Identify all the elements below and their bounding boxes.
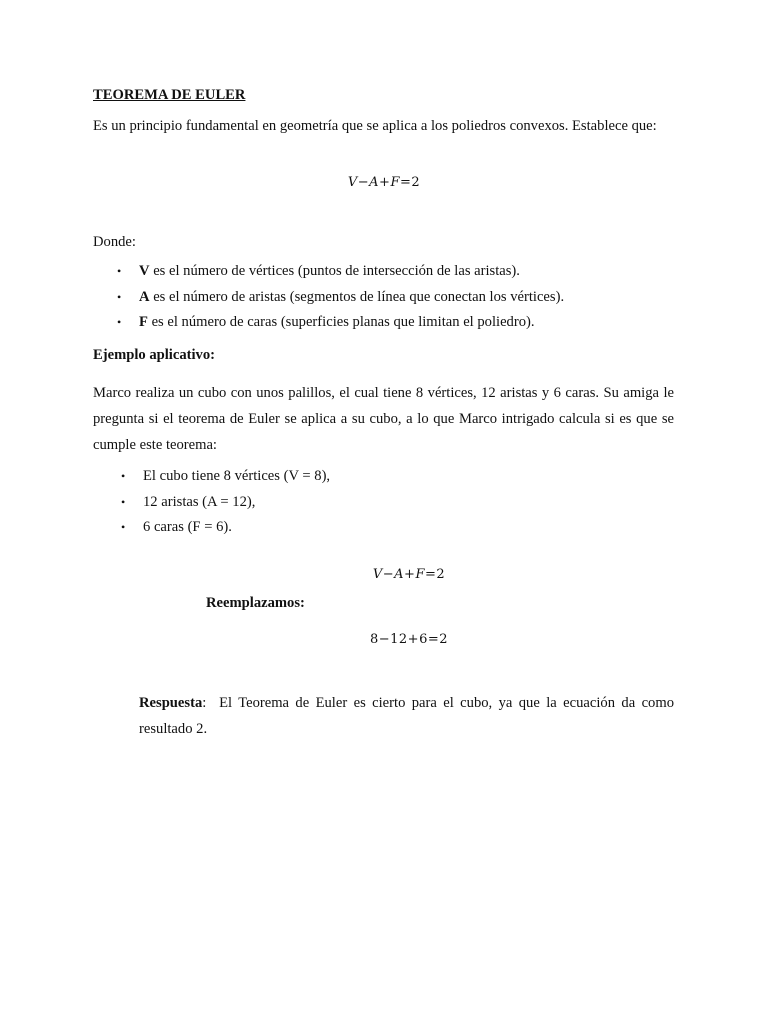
replace-label: Reemplazamos: — [206, 595, 305, 611]
numeric-formula — [0, 632, 768, 647]
bullet-icon: • — [121, 469, 126, 483]
example-paragraph: Marco realiza un cubo con unos palillos, el cual tiene 8 vértices, 12 aristas y 6 caras. Su amiga le pregunta si el teorema de Euler se aplica a su cubo, a lo que Marco intrigado calcula si es que se cumple este teorema: — [93, 385, 674, 453]
facts-list — [121, 466, 331, 543]
formula-minus: − — [357, 175, 370, 190]
formula-plus: + — [404, 567, 416, 582]
formula-plus: + — [379, 175, 391, 190]
formula-equals: = — [399, 175, 412, 190]
numeric-equals: = — [427, 632, 440, 647]
answer-label: Respuesta — [139, 695, 203, 711]
formula-result: 2 — [411, 175, 421, 190]
bullet-icon: • — [121, 520, 126, 534]
fact-text: El cubo tiene 8 vértices (V = 8), — [143, 468, 331, 484]
numeric-plus: + — [407, 632, 420, 647]
formula-minus: − — [382, 567, 395, 582]
list-item — [117, 261, 564, 287]
formula-a: A — [369, 175, 380, 190]
answer-text: El Teorema de Euler es cierto para el cubo, ya que la ecuación da como resultado 2. — [139, 695, 678, 737]
donde-label: Donde: — [93, 234, 136, 250]
fact-text: 6 caras (F = 6). — [143, 519, 232, 535]
definition-text: es el número de vértices (puntos de intersección de las aristas). — [149, 263, 520, 279]
bullet-icon: • — [117, 264, 122, 278]
numeric-edges: 12 — [390, 632, 408, 647]
numeric-result: 2 — [439, 632, 449, 647]
bullet-icon: • — [117, 315, 122, 329]
formula-v: V — [372, 567, 383, 582]
euler-formula-repeat — [0, 567, 768, 582]
list-item — [121, 517, 330, 543]
bullet-icon: • — [121, 494, 126, 509]
fact-text: 12 aristas (A = 12), — [143, 493, 256, 510]
numeric-faces: 6 — [419, 632, 428, 647]
definition-text: es el número de aristas (segmentos de línea que conectan los vértices). — [149, 288, 565, 305]
answer-paragraph — [139, 690, 678, 742]
list-item — [117, 287, 565, 313]
intro-paragraph: Es un principio fundamental en geometría que se aplica a los poliedros convexos. Establece que: — [93, 118, 657, 134]
document-title: TEOREMA DE EULER — [93, 87, 246, 103]
definition-letter: F — [139, 314, 148, 330]
bullet-icon: • — [117, 289, 122, 304]
definition-letter: A — [139, 288, 150, 305]
list-item — [121, 492, 330, 518]
list-item — [121, 466, 331, 492]
definitions-list — [117, 261, 565, 338]
answer-colon: : — [202, 695, 207, 711]
numeric-vertices: 8 — [369, 632, 379, 647]
formula-v: V — [347, 175, 358, 190]
definition-letter: V — [139, 263, 150, 279]
example-heading: Ejemplo aplicativo: — [93, 347, 216, 363]
formula-f: F — [415, 567, 425, 582]
definition-text: es el número de caras (superficies planas que limitan el poliedro). — [147, 314, 535, 330]
formula-f: F — [390, 175, 400, 190]
numeric-minus: − — [378, 632, 391, 647]
formula-a: A — [394, 567, 405, 582]
formula-equals: = — [424, 567, 437, 582]
list-item — [117, 312, 564, 338]
formula-result: 2 — [436, 567, 446, 582]
euler-formula — [0, 175, 768, 190]
